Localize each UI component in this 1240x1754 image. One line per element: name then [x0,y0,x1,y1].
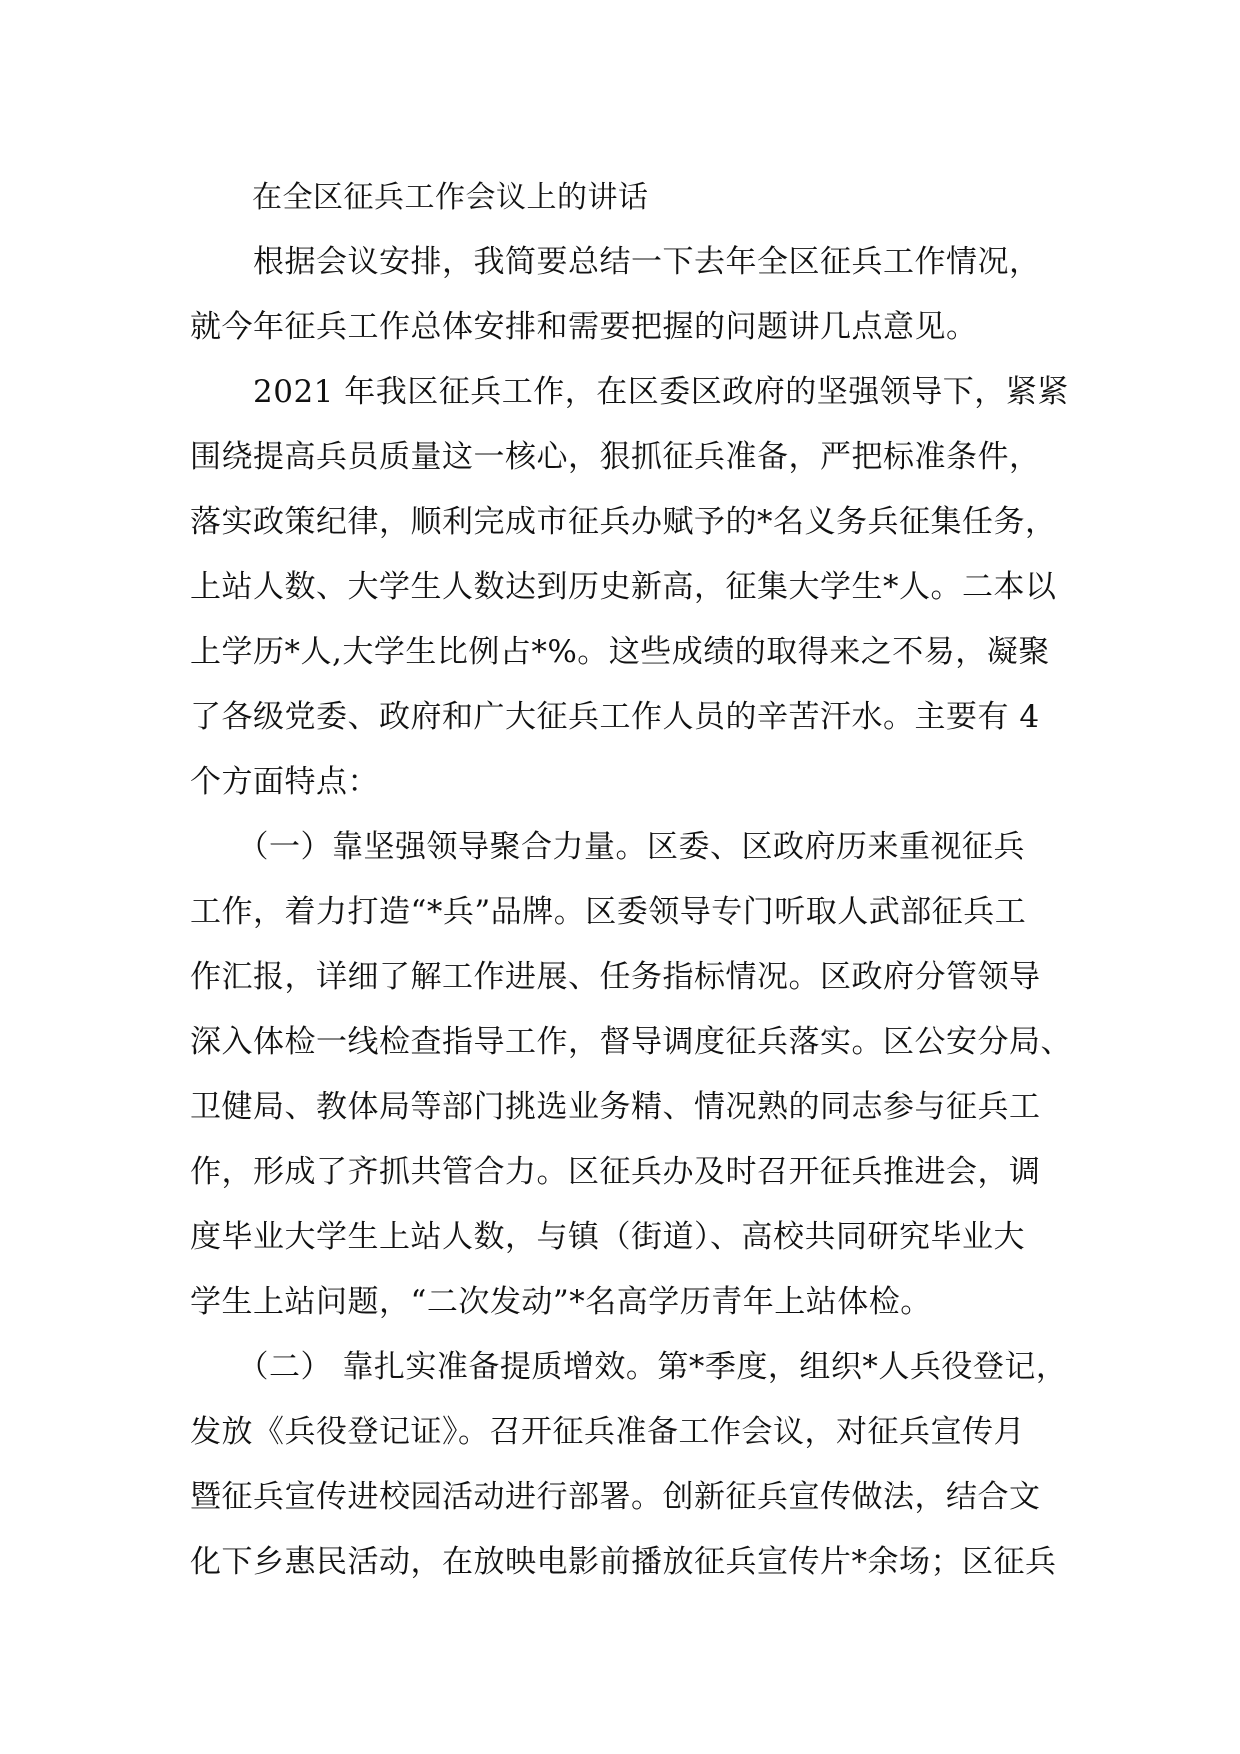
text-line: 作，形成了齐抓共管合力。区征兵办及时召开征兵推进会，调 [190,1154,1041,1190]
text-line: 卫健局、教体局等部门挑选业务精、情况熟的同志参与征兵工 [190,1089,1041,1125]
text-line: 上站人数、大学生人数达到历史新高，征集大学生*人。二本以 [190,569,1057,605]
document-body [190,165,1070,1595]
text-line: 个方面特点： [190,764,379,800]
text-line: （一）靠坚强领导聚合力量。区委、区政府历来重视征兵 [190,829,1025,865]
text-line: 上学历*人,大学生比例占*%。这些成绩的取得来之不易，凝聚 [190,634,1050,670]
text-line: 就今年征兵工作总体安排和需要把握的问题讲几点意见。 [190,309,978,345]
text-line: （二） 靠扎实准备提质增效。第*季度，组织*人兵役登记， [190,1349,1068,1385]
text-line: 化下乡惠民活动，在放映电影前播放征兵宣传片*余场；区征兵 [190,1544,1057,1580]
text-line: 学生上站问题，“二次发动”*名高学历青年上站体检。 [190,1284,932,1320]
text-line: 落实政策纪律，顺利完成市征兵办赋予的*名义务兵征集任务， [190,504,1057,540]
text-line: 了各级党委、政府和广大征兵工作人员的辛苦汗水。主要有 4 [190,699,1040,735]
text-line: 度毕业大学生上站人数，与镇（街道）、高校共同研究毕业大 [190,1219,1025,1255]
text-line: 围绕提高兵员质量这一核心，狠抓征兵准备，严把标准条件， [190,439,1041,475]
text-line: 工作，着力打造“*兵”品牌。区委领导专门听取人武部征兵工 [190,894,1027,930]
document-title: 在全区征兵工作会议上的讲话 [252,180,649,215]
text-line: 根据会议安排，我简要总结一下去年全区征兵工作情况， [190,244,1041,280]
text-line: 发放《兵役登记证》。召开征兵准备工作会议，对征兵宣传月 [190,1414,1025,1450]
text-line: 暨征兵宣传进校园活动进行部署。创新征兵宣传做法，结合文 [190,1479,1041,1515]
text-line: 2021 年我区征兵工作，在区委区政府的坚强领导下，紧紧 [190,374,1069,410]
text-line: 作汇报，详细了解工作进展、任务指标情况。区政府分管领导 [190,959,1041,995]
text-line: 深入体检一线检查指导工作，督导调度征兵落实。区公安分局、 [190,1024,1072,1060]
